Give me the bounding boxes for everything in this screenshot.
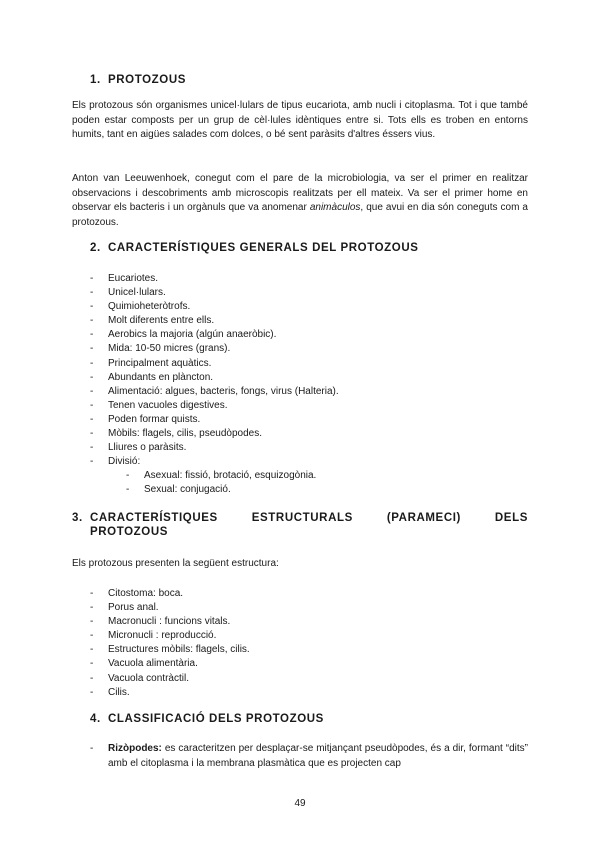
list-item: - Molt diferents entre ells. [72,314,528,328]
list-item: - Cilis. [72,686,528,700]
classification-list [72,742,528,771]
general-characteristics-list [72,272,528,469]
section-3-title-line-1 [72,512,528,524]
section-2-heading [90,242,419,254]
list-item: - Vacuola alimentària. [72,657,528,671]
sub-list-item: - Sexual: conjugació. [72,483,528,497]
page-number: 49 [294,798,306,809]
list-item: - Micronucli : reproducció. [72,629,528,643]
list-item: - Tenen vacuoles digestives. [72,399,528,413]
section-1-heading [90,74,186,86]
section-3-intro: Els protozous presenten la següent estructura: [72,558,279,569]
list-item: - Unicel·lulars. [72,286,528,300]
section-3-title-word: DELS [494,512,528,524]
list-item [72,742,528,771]
section-4-title: CLASSIFICACIÓ DELS PROTOZOUS [108,713,324,725]
list-item: - Mòbils: flagels, cilis, pseudòpodes. [72,427,528,441]
list-item: - Citostoma: boca. [72,587,528,601]
section-3-number: 3. [72,512,83,524]
rizopodes-term: Rizòpodes: [108,743,162,754]
list-item: - Lliures o paràsits. [72,441,528,455]
section-2-title: CARACTERÍSTIQUES GENERALS DEL PROTOZOUS [108,242,419,254]
section-3-title-word: (PARAMECI) [386,512,461,524]
list-item: - Vacuola contràctil. [72,672,528,686]
list-item: - Mida: 10-50 micres (grans). [72,342,528,356]
list-item: - Divisió: [72,455,528,469]
list-item: - Macronucli : funcions vitals. [72,615,528,629]
section-1-title: PROTOZOUS [108,74,187,86]
list-item: - Aerobics la majoria (algún anaeròbic). [72,328,528,342]
list-item: - Estructures mòbils: flagels, cilis. [72,643,528,657]
list-item: - Principalment aquàtics. [72,357,528,371]
list-item: - Poden formar quists. [72,413,528,427]
section-3-title-line-2: PROTOZOUS [90,526,169,538]
paragraph-2-text-a: Anton van Leeuwenhoek, conegut com el pare de la microbiologia, va ser el primer en realitzar observacions i descobriments amb microscopis realitzats per ell mateix. Va ser el primer home en observar els bacteris i un orgànuls que va anomenar [72,173,528,214]
section-1-number: 1. [90,74,101,86]
division-sublist [72,469,528,497]
structure-list [72,587,528,700]
section-2-number: 2. [90,242,101,254]
section-3-title-word: ESTRUCTURALS [251,512,353,524]
section-3-title-word: CARACTERÍSTIQUES [90,512,218,524]
list-item: - Abundants en plàncton. [72,371,528,385]
list-item: - Porus anal. [72,601,528,615]
paragraph-2-text-b: , que avui en dia són coneguts com a protozous. [72,202,528,228]
rizopodes-description: es caracteritzen per desplaçar-se mitjançant pseudòpodes, és a dir, formant “dits” amb el citoplasma i la membrana plasmàtica que es projecten cap [108,743,528,769]
section-3-heading [72,512,528,538]
section-4-number: 4. [90,713,101,725]
section-4-heading [90,713,324,725]
list-item: - Quimioheteròtrofs. [72,300,528,314]
sub-list-item: - Asexual: fissió, brotació, esquizogònia. [72,469,528,483]
animaculos-term: animàculos [309,202,361,214]
section-1-paragraph-1: Els protozous són organismes unicel·lulars de tipus eucariota, amb nucli i citoplasma. Tot i que també poden estar composts per un grup de cèl·lules idèntiques entre si. Tots ells es troben en entorns humits, tant en aigües salades com dolces, o bé sent paràsits d'altres éssers vius. [72,100,528,141]
section-1-paragraph-2 [72,172,528,230]
list-item: - Eucariotes. [72,272,528,286]
list-item: - Alimentació: algues, bacteris, fongs, virus (Halteria). [72,385,528,399]
